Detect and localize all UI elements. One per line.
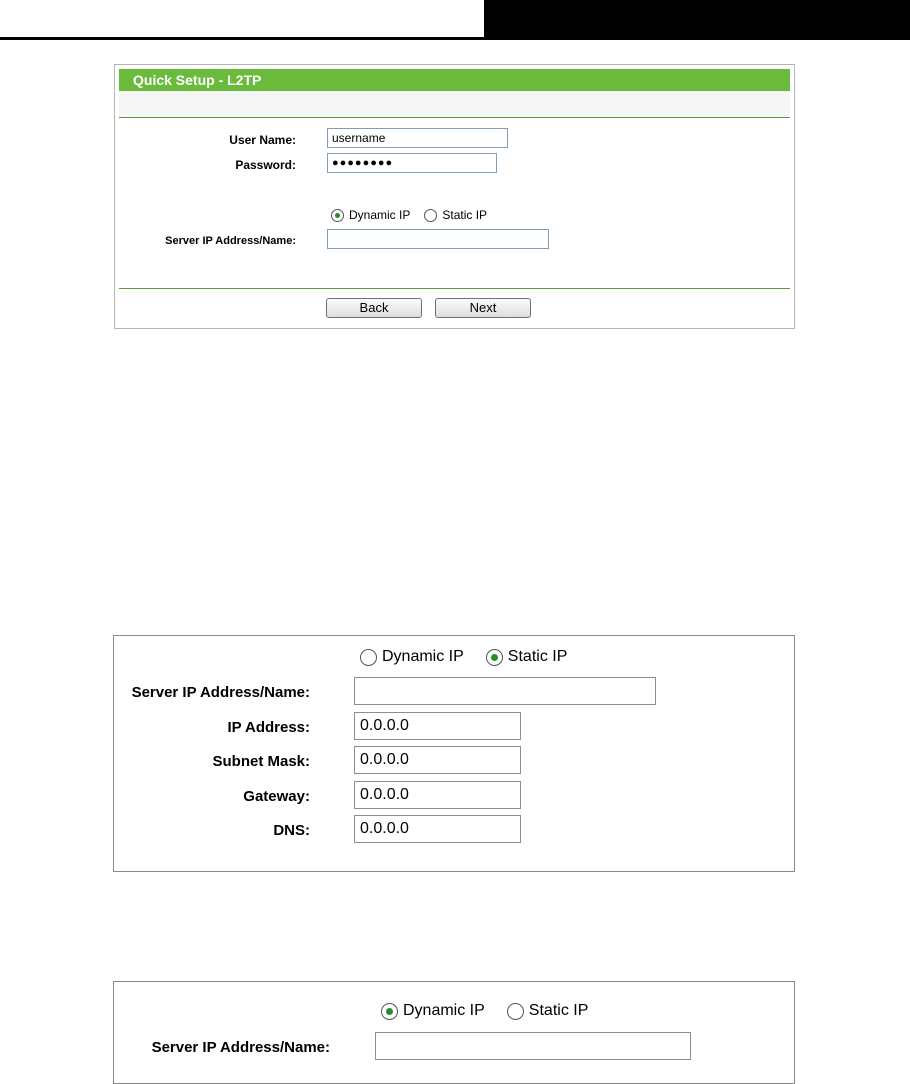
subnet-mask-input[interactable]: 0.0.0.0 [354,746,521,774]
password-label: Password: [235,158,296,172]
dynamic-ip-label: Dynamic IP [349,208,411,222]
panel-subheader [119,91,790,118]
server-ip-label: Server IP Address/Name: [131,684,310,701]
dynamic-ip-panel [113,981,795,1084]
static-ip-label: Static IP [528,1002,589,1019]
server-ip-input[interactable] [327,229,549,249]
server-ip-input[interactable] [375,1032,691,1060]
static-ip-panel [113,635,795,872]
connection-type-radios [331,208,487,222]
next-button[interactable]: Next [435,298,531,318]
header-rule [0,37,910,40]
dynamic-ip-option[interactable] [331,208,410,222]
static-ip-option[interactable] [507,1002,589,1020]
dynamic-ip-option[interactable] [381,1002,485,1020]
static-ip-option[interactable] [424,208,487,222]
subnet-mask-label: Subnet Mask: [212,753,310,770]
static-ip-radio[interactable] [486,649,503,666]
server-ip-label: Server IP Address/Name: [165,235,296,247]
back-button[interactable]: Back [326,298,422,318]
panel-title: Quick Setup - L2TP [119,69,790,91]
ip-address-label: IP Address: [227,719,310,736]
static-ip-radio[interactable] [507,1003,524,1020]
gateway-label: Gateway: [243,788,310,805]
server-ip-label: Server IP Address/Name: [151,1039,330,1056]
user-name-label: User Name: [229,133,296,147]
dns-input[interactable]: 0.0.0.0 [354,815,521,843]
server-ip-input[interactable] [354,677,656,705]
ip-address-input[interactable]: 0.0.0.0 [354,712,521,740]
static-ip-radio[interactable] [424,209,437,222]
static-ip-option[interactable] [486,648,568,666]
dns-label: DNS: [273,822,310,839]
header-black-block [484,0,910,37]
static-ip-label: Static IP [442,208,488,222]
dynamic-ip-radio[interactable] [381,1003,398,1020]
connection-type-radios [381,1002,588,1020]
dynamic-ip-radio[interactable] [331,209,344,222]
footer-rule [119,288,790,289]
gateway-input[interactable]: 0.0.0.0 [354,781,521,809]
user-name-input[interactable]: username [327,128,508,148]
dynamic-ip-label: Dynamic IP [382,648,464,665]
password-input[interactable]: ●●●●●●●● [327,153,497,173]
dynamic-ip-label: Dynamic IP [403,1002,485,1019]
quick-setup-panel [114,64,795,329]
dynamic-ip-radio[interactable] [360,649,377,666]
dynamic-ip-option[interactable] [360,648,464,666]
static-ip-label: Static IP [507,648,568,665]
connection-type-radios [360,648,567,666]
